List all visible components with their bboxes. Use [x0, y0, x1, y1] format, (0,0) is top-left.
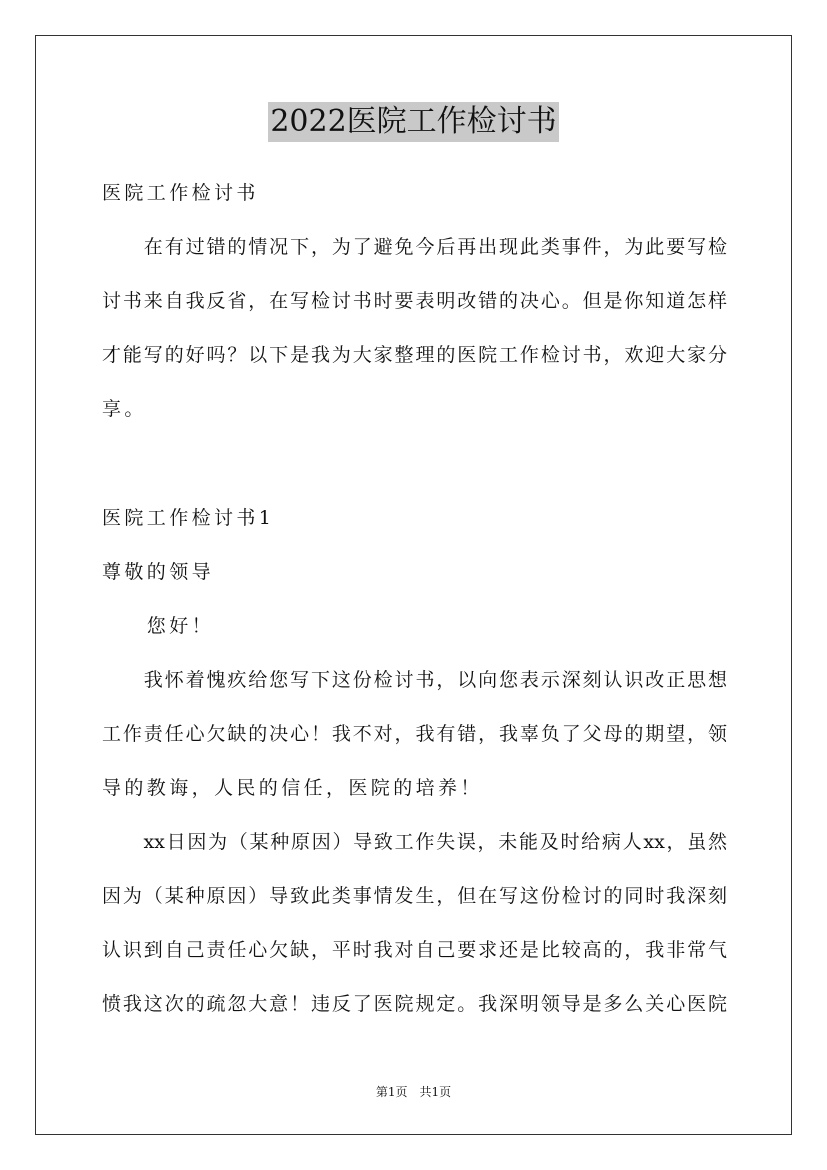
intro-heading: 医院工作检讨书: [102, 182, 259, 204]
paragraph-line: 我怀着愧疚给您写下这份检讨书，以向您表示深刻认识改正思想: [102, 669, 727, 691]
greeting: 您好！: [102, 615, 215, 637]
paragraph-line: 愤我这次的疏忽大意！违反了医院规定。我深明领导是多么关心医院: [102, 993, 727, 1015]
document-title: 2022医院工作检讨书: [268, 102, 558, 142]
paragraph-line: 因为（某种原因）导致此类事情发生，但在写这份检讨的同时我深刻: [102, 885, 727, 907]
page-footer: 第1页 共1页: [375, 1085, 452, 1099]
paragraph-line: 工作责任心欠缺的决心！我不对，我有错，我辜负了父母的期望，领: [102, 723, 727, 745]
paragraph-line: 在有过错的情况下，为了避免今后再出现此类事件，为此要写检: [102, 236, 727, 258]
section-heading: 医院工作检讨书1: [102, 507, 275, 529]
paragraph-line: 讨书来自我反省，在写检讨书时要表明改错的决心。但是你知道怎样: [102, 290, 727, 312]
paragraph-line: xx日因为（某种原因）导致工作失误，未能及时给病人xx，虽然: [102, 831, 727, 853]
paragraph-line: 享。: [102, 398, 147, 420]
paragraph-line: 才能写的好吗？以下是我为大家整理的医院工作检讨书，欢迎大家分: [102, 344, 727, 366]
paragraph-line: 认识到自己责任心欠缺，平时我对自己要求还是比较高的，我非常气: [102, 939, 727, 961]
title-wrap: [0, 102, 827, 142]
salutation: 尊敬的领导: [102, 561, 215, 583]
paragraph-line: 导的教诲，人民的信任，医院的培养！: [102, 777, 483, 799]
